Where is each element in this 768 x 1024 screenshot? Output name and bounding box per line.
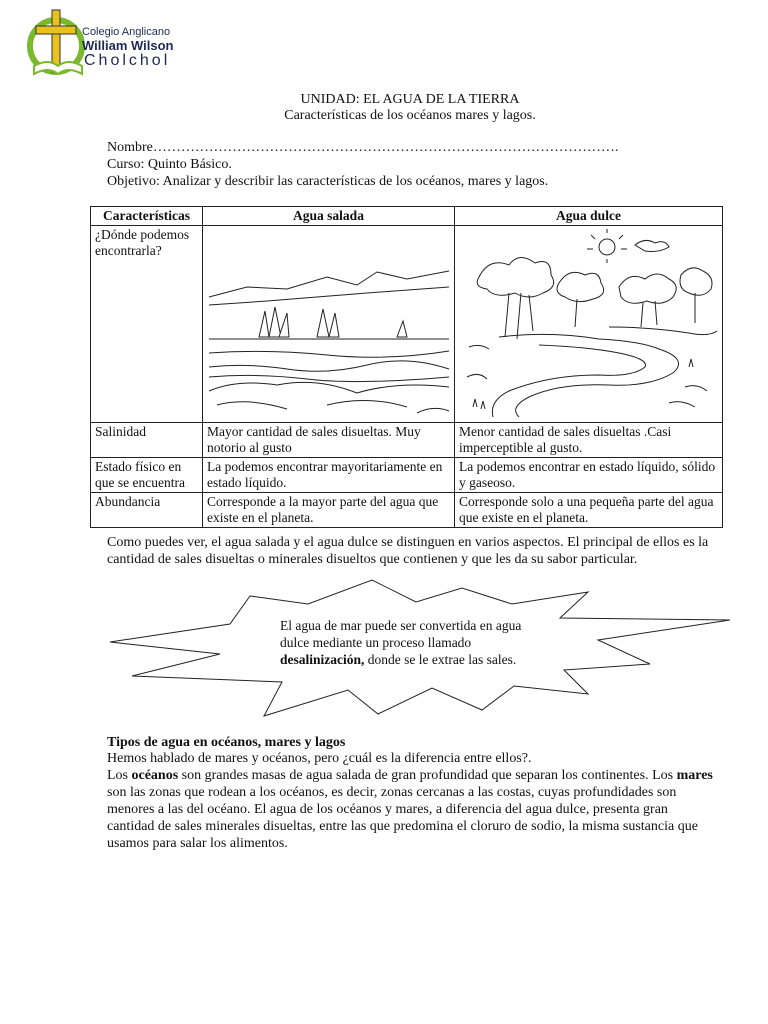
logo-line-2: William Wilson [82, 38, 174, 53]
cell-salada: Corresponde a la mayor parte del agua que existe en el planeta. [203, 493, 455, 528]
table-row [91, 458, 723, 493]
table-row [91, 226, 723, 423]
cell-salada: Mayor cantidad de sales disueltas. Muy notorio al gusto [203, 423, 455, 458]
tipos-text: Los [107, 768, 132, 783]
cell-dulce: Menor cantidad de sales disueltas .Casi imperceptible al gusto. [455, 423, 723, 458]
tipos-text: son grandes masas de agua salada de gran profundidad que separan los continentes. Los [178, 768, 677, 783]
subtitle: Características de los océanos mares y lagos. [284, 108, 536, 123]
row-label: Abundancia [91, 493, 203, 528]
course-line: Curso: Quinto Básico. [107, 157, 232, 172]
header-caracteristicas: Características [91, 207, 203, 226]
name-line: Nombre………………………………………………………………………………………. [107, 140, 619, 155]
river-forest-icon [459, 227, 719, 417]
callout-text-2: donde se le extrae las sales. [364, 652, 517, 667]
sailboats-sea-icon [207, 227, 451, 417]
comparison-table [90, 206, 723, 528]
table-header-row [91, 207, 723, 226]
desalination-callout [280, 617, 545, 668]
intro-paragraph: Como puedes ver, el agua salada y el agua dulce se distinguen en varios aspectos. El principal de ellos es la cantidad de sales disueltas o minerales disueltos que contienen y que les da su sabor particular. [107, 535, 709, 567]
callout-text-1: El agua de mar puede ser convertida en agua dulce mediante un proceso llamado [280, 618, 522, 650]
header-agua-salada: Agua salada [203, 207, 455, 226]
term-oceanos: océanos [131, 768, 179, 783]
cell-salada: La podemos encontrar mayoritariamente en estado líquido. [203, 458, 455, 493]
unit-title: UNIDAD: EL AGUA DE LA TIERRA [300, 92, 520, 107]
header-agua-dulce: Agua dulce [455, 207, 723, 226]
objective-line: Objetivo: Analizar y describir las características de los océanos, mares y lagos. [107, 174, 549, 189]
row-label: Salinidad [91, 423, 203, 458]
row-label: Estado físico en que se encuentra [91, 458, 203, 493]
tipos-text: son las zonas que rodean a los océanos, es decir, zonas cercanas a las costas, cuyas profundidades son menores a las del océano. El agua de los océanos y mares, a diferencia del agua dulce, presenta gran cantidad de sales minerales disueltas, entre las que predomina el cloruro de sodio, la misma sustancia que usamos para salar los alimentos. [107, 785, 698, 851]
table-row [91, 493, 723, 528]
school-logo [26, 8, 172, 86]
tipos-line-1: Hemos hablado de mares y océanos, pero ¿cuál es la diferencia entre ellos?. [107, 751, 532, 766]
river-illustration [455, 226, 723, 423]
cell-dulce: La podemos encontrar en estado líquido, sólido y gaseoso. [455, 458, 723, 493]
desalination-term: desalinización, [280, 652, 365, 667]
cell-dulce: Corresponde solo a una pequeña parte del agua que existe en el planeta. [455, 493, 723, 528]
logo-line-1: Colegio Anglicano [82, 26, 171, 38]
row-label-where: ¿Dónde podemos encontrarla? [91, 226, 203, 423]
tipos-paragraph [107, 750, 717, 852]
table-row [91, 423, 723, 458]
section-heading: Tipos de agua en océanos, mares y lagos [107, 735, 346, 750]
logo-line-3: Cholchol [84, 52, 171, 69]
sea-illustration [203, 226, 455, 423]
term-mares: mares [676, 768, 713, 783]
